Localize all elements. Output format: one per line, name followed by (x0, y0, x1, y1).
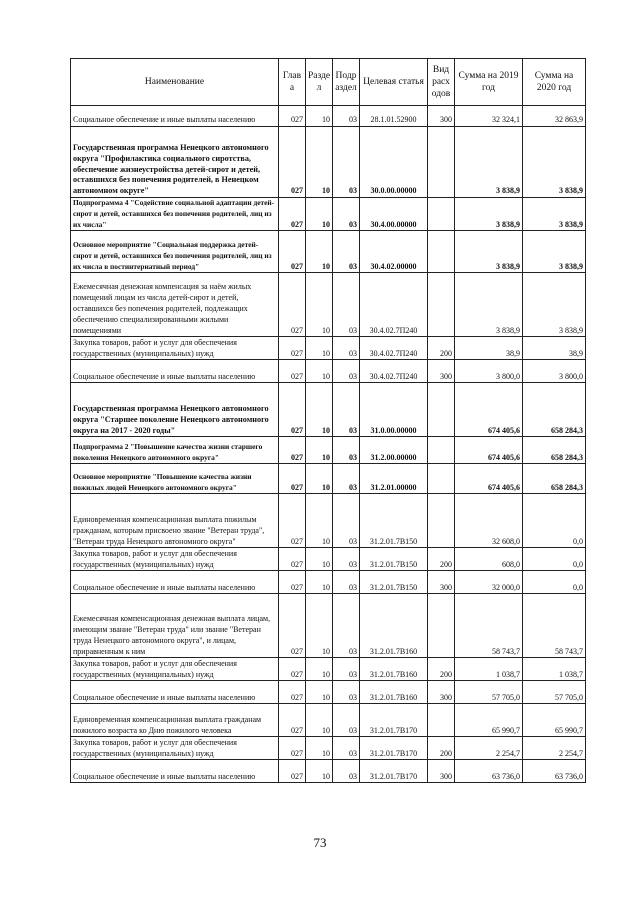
row-name: Подпрограмма 2 "Повышение качества жизни старшего поколения Ненецкого автономного округа" (71, 437, 279, 464)
row-expense-type (428, 127, 455, 198)
row-expense-type (428, 437, 455, 464)
row-subsection: 03 (333, 337, 360, 360)
row-chapter: 027 (279, 198, 306, 231)
row-subsection: 03 (333, 594, 360, 658)
table-row (71, 273, 586, 337)
header-row (71, 59, 586, 106)
row-section: 10 (306, 704, 333, 737)
row-target: 31.2.01.7В160 (360, 658, 428, 681)
row-sum-2020: 65 990,7 (523, 704, 586, 737)
row-expense-type: 300 (428, 681, 455, 704)
row-expense-type (428, 198, 455, 231)
table-row (71, 198, 586, 231)
row-target: 31.2.00.00000 (360, 437, 428, 464)
row-subsection: 03 (333, 658, 360, 681)
row-target: 30.4.02.7П240 (360, 360, 428, 383)
row-expense-type (428, 383, 455, 437)
row-name: Социальное обеспечение и иные выплаты населению (71, 760, 279, 783)
row-expense-type: 200 (428, 737, 455, 760)
row-name: Основное мероприятие "Социальная поддержка детей-сирот и детей, оставшихся без попечения родителей, лиц из их числа в постинтернатный период" (71, 231, 279, 273)
row-expense-type (428, 464, 455, 494)
row-sum-2020: 63 736,0 (523, 760, 586, 783)
row-name: Единовременная компенсационная выплата пожилым гражданам, которым присвоено звание "Ветеран труда", "Ветеран труда Ненецкого автономного округа" (71, 494, 279, 548)
budget-table (70, 58, 586, 783)
row-chapter: 027 (279, 658, 306, 681)
row-sum-2019: 3 838,9 (455, 198, 523, 231)
page-number: 73 (313, 835, 327, 850)
header-sum-2019: Сумма на 2019 год (455, 59, 523, 106)
row-name: Закупка товаров, работ и услуг для обеспечения государственных (муниципальных) нужд (71, 737, 279, 760)
row-chapter: 027 (279, 360, 306, 383)
row-name: Социальное обеспечение и иные выплаты населению (71, 571, 279, 594)
table-row (71, 760, 586, 783)
row-expense-type: 300 (428, 360, 455, 383)
table-row (71, 464, 586, 494)
row-expense-type (428, 594, 455, 658)
row-target: 31.2.01.7В170 (360, 760, 428, 783)
header-section: Разде л (306, 59, 333, 106)
row-name: Государственная программа Ненецкого автономного округа "Старшее поколение Ненецкого автономного округа на 2017 - 2020 годы" (71, 383, 279, 437)
table-row (71, 231, 586, 273)
row-sum-2020: 658 284,3 (523, 437, 586, 464)
row-sum-2019: 57 705,0 (455, 681, 523, 704)
row-sum-2019: 674 405,6 (455, 383, 523, 437)
row-target: 30.4.00.00000 (360, 198, 428, 231)
table-row (71, 658, 586, 681)
row-section: 10 (306, 464, 333, 494)
header-expense-type: Вид расх одов (428, 59, 455, 106)
row-name: Единовременная компенсационная выплата гражданам пожилого возраста ко Дню пожилого человека (71, 704, 279, 737)
row-target: 31.2.01.7В150 (360, 548, 428, 571)
row-subsection: 03 (333, 127, 360, 198)
header-sum-2020: Сумма на 2020 год (523, 59, 586, 106)
row-sum-2020: 38,9 (523, 337, 586, 360)
row-target: 31.2.01.7В150 (360, 494, 428, 548)
row-section: 10 (306, 594, 333, 658)
row-section: 10 (306, 658, 333, 681)
row-section: 10 (306, 106, 333, 127)
row-chapter: 027 (279, 737, 306, 760)
table-row (71, 594, 586, 658)
row-sum-2020: 3 838,9 (523, 231, 586, 273)
row-chapter: 027 (279, 383, 306, 437)
row-chapter: 027 (279, 337, 306, 360)
table-row (71, 127, 586, 198)
row-sum-2019: 32 000,0 (455, 571, 523, 594)
row-name: Ежемесячная денежная компенсация за наём жилых помещений лицам из числа детей-сирот и детей, оставшихся без попечения родителей, подлежащих обеспечению специализированными жилыми помещениями (71, 273, 279, 337)
row-name: Ежемесячная компенсационная денежная выплата лицам, имеющим звание "Ветеран труда" или звание "Ветеран труда Ненецкого автономного округа", и лицам, приравненным к ним (71, 594, 279, 658)
row-subsection: 03 (333, 106, 360, 127)
row-sum-2020: 658 284,3 (523, 383, 586, 437)
row-sum-2019: 63 736,0 (455, 760, 523, 783)
row-sum-2019: 38,9 (455, 337, 523, 360)
row-subsection: 03 (333, 383, 360, 437)
row-chapter: 027 (279, 548, 306, 571)
row-section: 10 (306, 737, 333, 760)
row-name: Основное мероприятие "Повышение качества жизни пожилых людей Ненецкого автономного округа" (71, 464, 279, 494)
row-target: 30.0.00.00000 (360, 127, 428, 198)
row-name: Закупка товаров, работ и услуг для обеспечения государственных (муниципальных) нужд (71, 548, 279, 571)
row-expense-type: 300 (428, 760, 455, 783)
row-expense-type: 300 (428, 106, 455, 127)
row-chapter: 027 (279, 571, 306, 594)
header-subsection: Подр аздел (333, 59, 360, 106)
row-name: Закупка товаров, работ и услуг для обеспечения государственных (муниципальных) нужд (71, 658, 279, 681)
row-chapter: 027 (279, 464, 306, 494)
row-sum-2020: 58 743,7 (523, 594, 586, 658)
row-name: Закупка товаров, работ и услуг для обеспечения государственных (муниципальных) нужд (71, 337, 279, 360)
row-target: 31.2.01.00000 (360, 464, 428, 494)
row-target: 31.2.01.7В160 (360, 681, 428, 704)
row-target: 31.0.00.00000 (360, 383, 428, 437)
row-subsection: 03 (333, 198, 360, 231)
row-target: 28.1.01.52900 (360, 106, 428, 127)
row-sum-2019: 3 838,9 (455, 231, 523, 273)
row-target: 31.2.01.7В170 (360, 737, 428, 760)
row-sum-2020: 32 863,9 (523, 106, 586, 127)
row-subsection: 03 (333, 760, 360, 783)
row-sum-2020: 3 838,9 (523, 127, 586, 198)
header-target: Целевая статья (360, 59, 428, 106)
row-section: 10 (306, 231, 333, 273)
row-chapter: 027 (279, 594, 306, 658)
header-name: Наименование (71, 59, 279, 106)
row-subsection: 03 (333, 681, 360, 704)
row-section: 10 (306, 198, 333, 231)
row-target: 30.4.02.00000 (360, 231, 428, 273)
row-section: 10 (306, 337, 333, 360)
row-section: 10 (306, 383, 333, 437)
row-expense-type (428, 231, 455, 273)
row-section: 10 (306, 360, 333, 383)
table-body (71, 106, 586, 783)
row-target: 31.2.01.7В160 (360, 594, 428, 658)
row-sum-2020: 3 838,9 (523, 273, 586, 337)
table-row (71, 337, 586, 360)
row-sum-2019: 2 254,7 (455, 737, 523, 760)
row-target: 30.4.02.7П240 (360, 273, 428, 337)
row-sum-2020: 0,0 (523, 548, 586, 571)
row-name: Социальное обеспечение и иные выплаты населению (71, 681, 279, 704)
row-sum-2019: 32 608,0 (455, 494, 523, 548)
row-sum-2019: 674 405,6 (455, 464, 523, 494)
row-subsection: 03 (333, 494, 360, 548)
row-expense-type (428, 273, 455, 337)
row-sum-2019: 1 038,7 (455, 658, 523, 681)
row-chapter: 027 (279, 231, 306, 273)
row-sum-2020: 3 800,0 (523, 360, 586, 383)
row-name: Государственная программа Ненецкого автономного округа "Профилактика социального сиротства, обеспечение жизнеустройства детей-сирот и детей, оставшихся без попечения родителей, в Ненецком автономном округе" (71, 127, 279, 198)
row-section: 10 (306, 760, 333, 783)
row-section: 10 (306, 494, 333, 548)
table-row (71, 360, 586, 383)
row-subsection: 03 (333, 360, 360, 383)
row-sum-2020: 0,0 (523, 494, 586, 548)
row-section: 10 (306, 571, 333, 594)
row-name: Подпрограмма 4 "Содействие социальной адаптации детей-сирот и детей, оставшихся без попечения родителей, лиц из их числа" (71, 198, 279, 231)
row-sum-2019: 3 838,9 (455, 127, 523, 198)
row-subsection: 03 (333, 571, 360, 594)
row-chapter: 027 (279, 106, 306, 127)
row-chapter: 027 (279, 127, 306, 198)
row-target: 30.4.02.7П240 (360, 337, 428, 360)
row-sum-2019: 674 405,6 (455, 437, 523, 464)
row-chapter: 027 (279, 494, 306, 548)
row-expense-type: 200 (428, 658, 455, 681)
row-subsection: 03 (333, 437, 360, 464)
row-expense-type (428, 494, 455, 548)
row-subsection: 03 (333, 737, 360, 760)
row-sum-2020: 658 284,3 (523, 464, 586, 494)
table-row (71, 571, 586, 594)
row-sum-2019: 65 990,7 (455, 704, 523, 737)
table-row (71, 681, 586, 704)
table-row (71, 737, 586, 760)
row-sum-2020: 2 254,7 (523, 737, 586, 760)
row-expense-type: 300 (428, 571, 455, 594)
table-row (71, 437, 586, 464)
table-row (71, 494, 586, 548)
row-name: Социальное обеспечение и иные выплаты населению (71, 106, 279, 127)
row-subsection: 03 (333, 273, 360, 337)
row-subsection: 03 (333, 231, 360, 273)
row-sum-2020: 1 038,7 (523, 658, 586, 681)
row-chapter: 027 (279, 704, 306, 737)
row-expense-type: 200 (428, 548, 455, 571)
row-section: 10 (306, 437, 333, 464)
row-sum-2019: 58 743,7 (455, 594, 523, 658)
row-subsection: 03 (333, 548, 360, 571)
row-sum-2020: 3 838,9 (523, 198, 586, 231)
row-expense-type: 200 (428, 337, 455, 360)
row-chapter: 027 (279, 273, 306, 337)
row-subsection: 03 (333, 464, 360, 494)
row-sum-2020: 57 705,0 (523, 681, 586, 704)
row-chapter: 027 (279, 760, 306, 783)
table-row (71, 704, 586, 737)
row-sum-2019: 608,0 (455, 548, 523, 571)
row-section: 10 (306, 548, 333, 571)
row-sum-2020: 0,0 (523, 571, 586, 594)
row-section: 10 (306, 273, 333, 337)
row-chapter: 027 (279, 437, 306, 464)
row-subsection: 03 (333, 704, 360, 737)
row-chapter: 027 (279, 681, 306, 704)
table-row (71, 383, 586, 437)
header-chapter: Глав а (279, 59, 306, 106)
row-sum-2019: 3 800,0 (455, 360, 523, 383)
table-row (71, 106, 586, 127)
row-section: 10 (306, 681, 333, 704)
row-target: 31.2.01.7В170 (360, 704, 428, 737)
table-row (71, 548, 586, 571)
row-target: 31.2.01.7В150 (360, 571, 428, 594)
row-sum-2019: 3 838,9 (455, 273, 523, 337)
row-sum-2019: 32 324,1 (455, 106, 523, 127)
row-section: 10 (306, 127, 333, 198)
row-name: Социальное обеспечение и иные выплаты населению (71, 360, 279, 383)
row-expense-type (428, 704, 455, 737)
